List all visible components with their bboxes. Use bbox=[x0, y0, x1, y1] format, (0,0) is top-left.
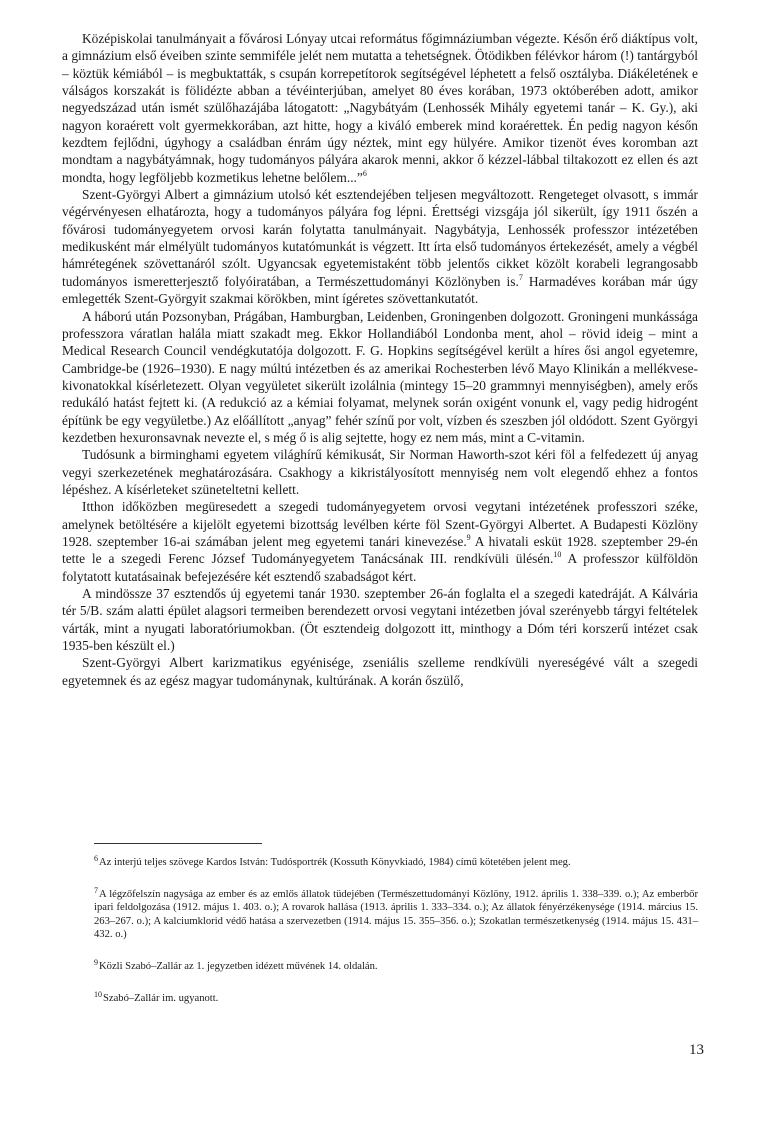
footnote-text: Az interjú teljes szövege Kardos István: Tudósportrék (Kossuth Könyvkiadó, 1984) című kötetében jelent meg. bbox=[99, 857, 571, 868]
paragraph-text: Tudósunk a birminghami egyetem világhírű kémikusát, Sir Norman Haworth-szot kéri föl a felfedezett új anyag vegyi szerkezetének meghatározására. Csakhogy a kikristályosított mennyiség nem volt elegendő ehhez a fontos lépéshez. A kísérleteket szüneteltetni kellett. bbox=[62, 447, 698, 497]
footnote-text: Szabó–Zallár im. ugyanott. bbox=[103, 992, 219, 1004]
paragraph-text: A professzor külföldön folytatott kutatásainak befejezésére két esztendő szabadságot kért. bbox=[62, 551, 698, 584]
footnote bbox=[94, 988, 698, 1006]
footnote bbox=[94, 884, 698, 942]
footnote-number: 6 bbox=[94, 854, 98, 863]
paragraph-text: Itthon időközben megüresedett a szegedi tudományegyetem orvosi vegytani intézetének professzori széke, amelynek betöltésére a kijelölt egyetemi bizottság levélben kérte föl Szent-Györgyi Albertet. A Budapesti Közlöny 1928. szeptember 16-ai számában jelent meg egyetemi tanári kinevezése. bbox=[62, 499, 698, 549]
paragraph-text: A hivatali esküt 1928. szeptember 29-én tette le a szegedi Ferenc József Tudományegyetem Tanácsának III. rendkívüli ülésén. bbox=[62, 533, 698, 567]
paragraph bbox=[62, 446, 698, 498]
footnote-number: 7 bbox=[94, 885, 98, 895]
footnote bbox=[94, 852, 698, 870]
paragraph bbox=[62, 654, 698, 689]
footnote-text: Közli Szabó–Zallár az 1. jegyzetben idézett művének 14. oldalán. bbox=[99, 960, 378, 972]
paragraph-text: Szent-Györgyi Albert a gimnázium utolsó két esztendejében teljesen megváltozott. Rengeteget olvasott, s immár végérvényesen elhatározta, hogy a tudományos pályára fog lépni. Érettségi vizsgája jól sikerült, így 1911 őszén a fővárosi tudományegyetem orvosi karán folytatta tanulmányait. Nagybátyja, Lenhossék professzor intézetében medikusként már elmélyült tudományos kutatómunkát is végzett. Itt írta első tudományos értekezését, amely a végbél hámrétegének szövettanáról szólt. Ugyancsak egyetemistaként több jelentős cikket közölt korabeli legrangosabb tudományos ismeretterjesztő folyóiratában, a Természettudományi Közlönyben is. bbox=[62, 187, 698, 289]
paragraph bbox=[62, 30, 698, 186]
footnote bbox=[94, 956, 698, 974]
footnote-ref: 7 bbox=[518, 272, 523, 282]
footnote-text: A légzőfelszín nagysága az ember és az emlős állatok tüdejében (Természettudományi Közlöny, 1912. április 1. 338–339. o.); Az emberbőr ipari feldolgozása (1912. május 1. 403. o.); A rovarok hallása (1913. április 1. 333–334. o.); Az állatok fényérzékenysége (1914. március 15. 263–267. o.); A kalciumklorid védő hatása a szervezetben (1914. május 15. 355–356. o.); Szokatlan természetkenység (1914. május 15. 431–432. o.) bbox=[94, 888, 698, 941]
footnote-number: 10 bbox=[94, 989, 102, 999]
paragraph-text: Harmadéves korában már úgy emlegették Szent-Györgyit szakmai körökben, mint ígéretes szövettankutatót. bbox=[62, 273, 698, 307]
paragraph bbox=[62, 308, 698, 447]
paragraph bbox=[62, 186, 698, 307]
footnotes bbox=[94, 852, 698, 1014]
paragraph-text: A mindössze 37 esztendős új egyetemi tanár 1930. szeptember 26-án foglalta el a szegedi katedráját. A Kálvária tér 5/B. szám alatti épület alagsori termeiben berendezett orvosi vegytani intézetben jóval szerényebb tárgyi feltételek várták, mint a nyugati laboratóriumokban. (Öt esztendeig dolgozott itt, minthogy a Dóm téri korszerű intézet csak 1935-ben készült el.) bbox=[62, 586, 698, 654]
footnote-ref: 6 bbox=[362, 168, 367, 178]
paragraph-text: A háború után Pozsonyban, Prágában, Hamburgban, Leidenben, Groningenben dolgozott. Groningeni munkássága professzora váratlan halála miatt szakadt meg. Ekkor Hollandiából Londonba ment, ahol – rövid ideig – mint a Medical Research Council vendégkutatója dolgozott. F. G. Hopkins segítségével került a híres ősi angol egyetemre, Cambridge-be (1926–1930). E nagy múltú intézetben és az amerikai Rochesterben lévő Mayo Klinikán a mellékvese-kivonatokkal kísérletezett. Olyan vegyületet sikerült izolálnia (mintegy 15–20 grammnyi mennyiségben), amely erős redukáló hatást fejtett ki. (A redukció az a kémiai folyamat, melynek során oxigént vonunk el, vagy pedig hidrogént építünk be egy vegyületbe.) Az előállított „anyag” fehér színű por volt, vízben és szeszben jól oldódott. Szent Györgyi kezdetben hexuronsavnak nevezte el, s még ő is alig sejtette, hogy ez nem más, mint a C-vitamin. bbox=[62, 308, 698, 445]
paragraph-text: Szent-Györgyi Albert karizmatikus egyénisége, zseniális szelleme rendkívüli nyereségévé vált a szegedi egyetemnek és az egész magyar tudománynak, kultúrának. A korán őszülő, bbox=[62, 655, 698, 688]
footnote-ref: 9 bbox=[466, 532, 471, 542]
main-text bbox=[62, 30, 698, 689]
paragraph bbox=[62, 585, 698, 654]
paragraph bbox=[62, 498, 698, 585]
page-number: 13 bbox=[689, 1042, 704, 1058]
footnote-ref: 10 bbox=[553, 550, 562, 560]
footnote-number: 9 bbox=[94, 957, 98, 967]
paragraph-text: Középiskolai tanulmányait a fővárosi Lónyay utcai református főgimnáziumban végezte. Későn érő diáktípus volt, a gimnázium első éveiben szinte semmiféle jelét nem mutatta a tehetségnek. Ötödikben félévkor három (!) tantárgyból – köztük kémiából – is megbuktatták, s csupán korrepetítorok segítségével léphetett a felső osztályba. Diákéletének e válságos korszakát is fölidézte abban a tévéinterjúban, amelyet 80 éves korában, 1973 októberében adott, amikor negyedszázad után ismét szülőhazájába látogatott: „Nagybátyám (Lenhossék Mihály egyetemi tanár – K. Gy.), aki nagyon koraérett volt gyermekkorában, azt hitte, hogy a kiváló emberek mind koraérettek. Én pedig nagyon későn kezdtem fejlődni, úgyhogy a családban énrám úgy néztek, mint egy hülyére. Amikor tizenöt éves koromban azt mondtam a nagybátyámnak, hogy tudományos pályára akarok menni, akkor ő kézzel-lábbal tiltakozott ez ellen és azt mondta, hogy legföljebb kozmetikus lehetne belőlem...” bbox=[62, 31, 698, 185]
footnote-divider bbox=[94, 843, 262, 844]
